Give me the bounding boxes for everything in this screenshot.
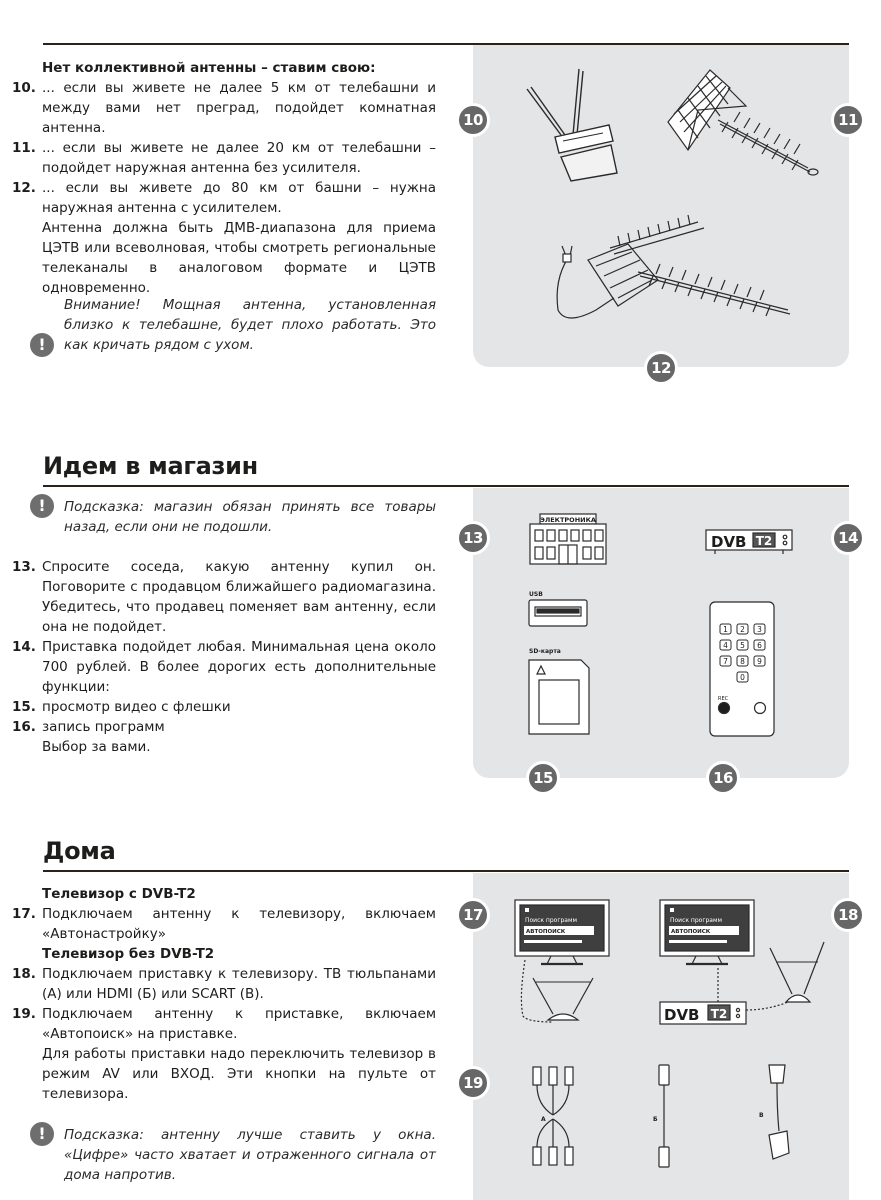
step-badge-14: 14	[831, 521, 865, 555]
item-number: 17.	[12, 906, 36, 922]
item-number: 10.	[12, 80, 36, 96]
exclamation-icon: !	[30, 1122, 54, 1146]
remote-key-label: 5	[740, 641, 745, 650]
shop-illustration-panel	[473, 488, 849, 778]
remote-key-label: 7	[723, 657, 728, 666]
list-item	[12, 78, 436, 138]
store-icon	[528, 513, 608, 565]
store-sign: ЭЛЕКТРОНИКА	[540, 516, 596, 524]
exclamation-icon: !	[30, 333, 54, 357]
amplified-antenna-icon	[548, 210, 803, 330]
rec-label: REC	[718, 696, 729, 702]
warning-text: Внимание! Мощная антенна, установленная близко к телебашне, будет плохо работать. Это как кричать рядом с ухом.	[64, 297, 436, 353]
shop-hint-text: Подсказка: магазин обязан принять все товары назад, если они не подошли.	[64, 499, 436, 535]
section2-closing: Выбор за вами.	[42, 739, 151, 755]
section3-rule	[43, 870, 849, 872]
list-item	[12, 697, 436, 717]
section1-text	[12, 58, 436, 298]
step-badge-11: 11	[831, 103, 865, 137]
usb-stick-icon	[525, 588, 595, 630]
sd-card-label: SD-карта	[529, 648, 561, 655]
dvb-logo: DVB	[664, 1006, 700, 1024]
item-text: ... если вы живете не далее 20 км от телебашни – подойдет наружная антенна без усилителя.	[42, 140, 436, 176]
antenna-illustration-panel	[473, 45, 849, 367]
tv-menu-item: АВТОПОИСК	[671, 929, 711, 935]
cable-label-a: А	[541, 1116, 546, 1123]
section3-heading: Дома	[43, 837, 116, 865]
step-badge-13: 13	[456, 521, 490, 555]
dvb-logo: DVB	[711, 533, 747, 551]
item-number: 19.	[12, 1006, 36, 1022]
scart-cable-icon	[755, 1061, 795, 1173]
usb-label: USB	[529, 591, 543, 598]
step-badge-19: 19	[456, 1066, 490, 1100]
item-number: 14.	[12, 639, 36, 655]
tv-without-dvb-icon	[658, 898, 833, 1038]
tv-with-dvb-subheading: Телевизор с DVB-T2	[42, 886, 196, 902]
step-badge-18: 18	[831, 898, 865, 932]
cable-label-b: Б	[653, 1116, 658, 1123]
section2-text	[12, 557, 436, 757]
section1-subheading: Нет коллективной антенны – ставим свою:	[42, 60, 376, 76]
tv-menu-title: Поиск программ	[670, 917, 723, 924]
dvb-t2-logo: T2	[755, 534, 773, 548]
item-text: ... если вы живете до 80 км от башни – нужна наружная антенна с усилителем.	[42, 180, 436, 216]
item-text: ... если вы живете не далее 5 км от телебашни и между вами нет преград, подойдет комнатная антенна.	[42, 80, 436, 136]
list-item	[12, 138, 436, 178]
item-text: Подключаем антенну к приставке, включаем «Автопоиск» на приставке.	[42, 1006, 436, 1042]
list-item	[12, 904, 436, 944]
shop-hint	[30, 497, 436, 537]
remote-key-label: 1	[723, 625, 728, 634]
list-item	[12, 178, 436, 218]
room-antenna-icon	[513, 65, 623, 185]
item-number: 18.	[12, 966, 36, 982]
list-item	[12, 1004, 436, 1044]
remote-control-icon	[708, 600, 778, 740]
item-text: Спросите соседа, какую антенну купил он. Поговорите с продавцом ближайшего радиомагазина. Убедитесь, что продавец поменяет вам антенну, если она не подойдет.	[42, 559, 436, 635]
remote-key-label: 3	[757, 625, 762, 634]
item-number: 11.	[12, 140, 36, 156]
outdoor-antenna-icon	[658, 60, 823, 180]
step-badge-16: 16	[706, 761, 740, 795]
item-text: Приставка подойдет любая. Минимальная цена около 700 рублей. В более дорогих есть дополнительные функции:	[42, 639, 436, 695]
section3-paragraph: Для работы приставки надо переключить телевизор в режим AV или ВХОД. Эти кнопки на пульте от телевизора.	[42, 1046, 436, 1102]
list-item	[12, 717, 436, 737]
set-top-box-icon	[705, 528, 795, 556]
section1-paragraph: Антенна должна быть ДМВ-диапазона для приема ЦЭТВ или всеволновая, чтобы смотреть региональные телеканалы в аналоговом формате и ЦЭТВ одновременно.	[42, 220, 436, 296]
item-text: просмотр видео с флешки	[42, 699, 231, 715]
remote-key-label: 6	[757, 641, 762, 650]
home-hint-text: Подсказка: антенну лучше ставить у окна. «Цифре» часто хватает и отраженного сигнала от дома напротив.	[64, 1127, 436, 1183]
item-text: Подключаем приставку к телевизору. ТВ тюльпанами (А) или HDMI (Б) или SCART (В).	[42, 966, 436, 1002]
warning-note	[30, 295, 436, 355]
step-badge-17: 17	[456, 898, 490, 932]
item-number: 16.	[12, 719, 36, 735]
home-hint	[30, 1125, 436, 1185]
remote-key-label: 8	[740, 657, 745, 666]
dvb-t2-logo: T2	[710, 1007, 728, 1021]
item-text: Подключаем антенну к телевизору, включаем «Автонастройку»	[42, 906, 436, 942]
list-item	[12, 557, 436, 637]
home-illustration-panel	[473, 873, 849, 1200]
tv-menu-item: АВТОПОИСК	[526, 929, 566, 935]
hdmi-cable-icon	[651, 1061, 681, 1173]
remote-key-label: 9	[757, 657, 762, 666]
remote-key-label: 0	[740, 673, 745, 682]
rca-cable-icon	[523, 1061, 593, 1173]
step-badge-12: 12	[644, 351, 678, 385]
exclamation-icon: !	[30, 494, 54, 518]
item-number: 15.	[12, 699, 36, 715]
tv-without-dvb-subheading: Телевизор без DVB-T2	[42, 946, 215, 962]
tv-with-dvb-icon	[513, 898, 613, 1033]
section2-heading: Идем в магазин	[43, 452, 258, 480]
cable-label-v: В	[759, 1112, 764, 1119]
step-badge-10: 10	[456, 103, 490, 137]
list-item	[12, 964, 436, 1004]
sd-card-icon	[525, 646, 595, 738]
section2-rule	[43, 485, 849, 487]
remote-key-label: 2	[740, 625, 745, 634]
remote-key-label: 4	[723, 641, 728, 650]
item-number: 13.	[12, 559, 36, 575]
item-number: 12.	[12, 180, 36, 196]
list-item	[12, 637, 436, 697]
step-badge-15: 15	[526, 761, 560, 795]
section3-text	[12, 884, 436, 1104]
item-text: запись программ	[42, 719, 165, 735]
tv-menu-title: Поиск программ	[525, 917, 578, 924]
